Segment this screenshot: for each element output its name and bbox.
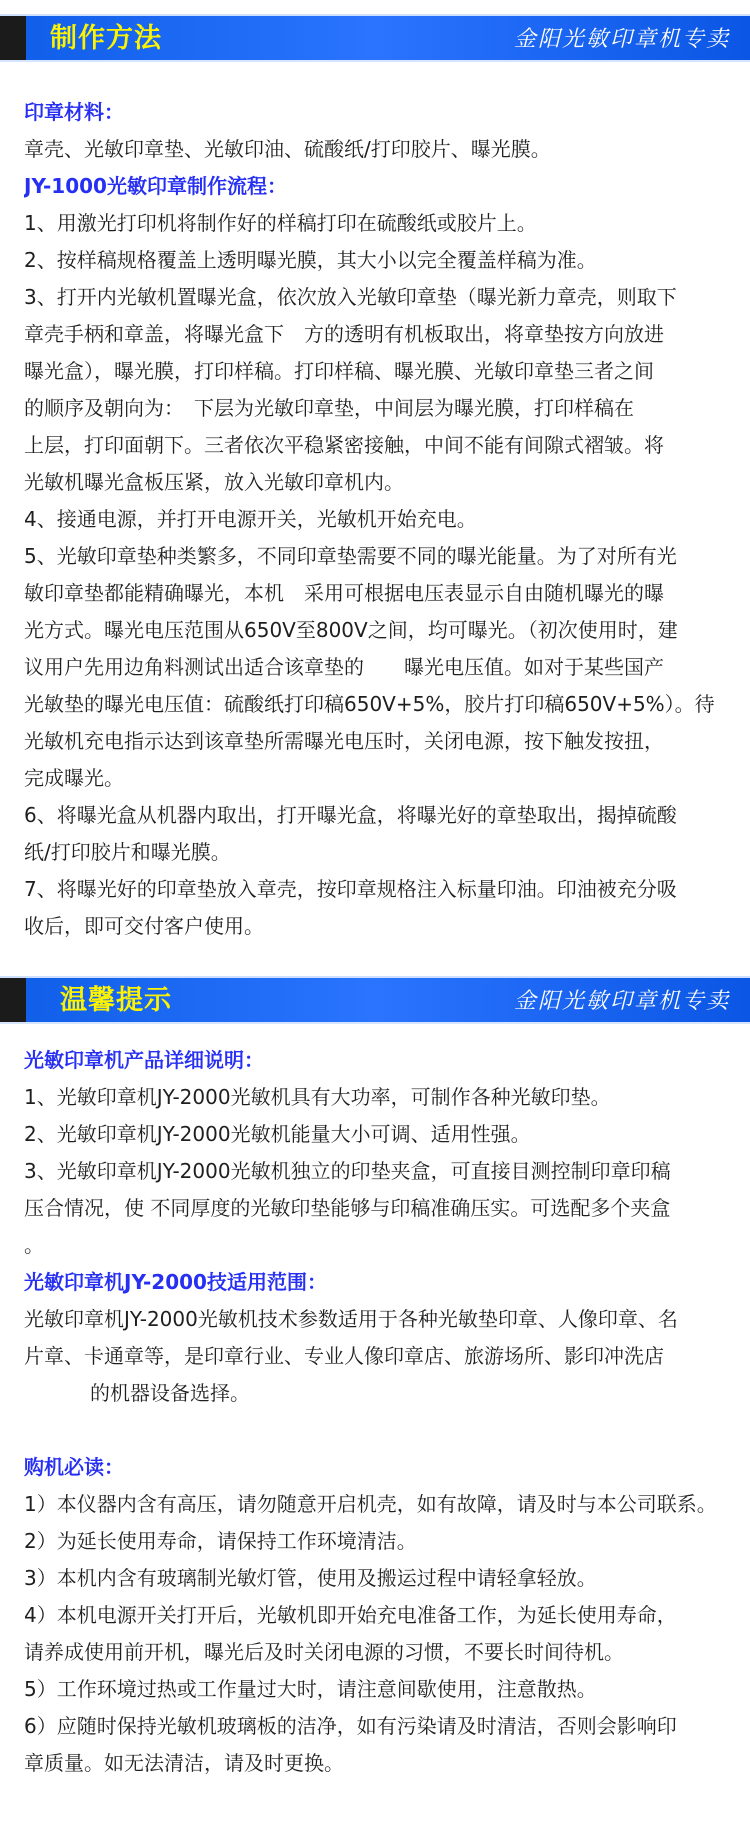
usage-scope-heading: 光敏印章机JY-2000技适用范围： (24, 1270, 327, 1294)
purchase-note: 6）应随时保持光敏机玻璃板的洁净，如有污染请及时清洁，否则会影响印 (24, 1714, 677, 1738)
usage-scope-line: 光敏印章机JY-2000光敏机技术参数适用于各种光敏垫印章、人像印章、名 (24, 1307, 678, 1331)
section-title: 温馨提示 (60, 985, 172, 1016)
product-detail-line: 压合情况，使 不同厚度的光敏印垫能够与印稿准确压实。可选配多个夹盒 (24, 1196, 671, 1220)
process-step: 5、光敏印章垫种类繁多，不同印章垫需要不同的曝光能量。为了对所有光 (24, 544, 677, 568)
process-step: 上层，打印面朝下。三者依次平稳紧密接触，中间不能有间隙式褶皱。将 (24, 433, 664, 457)
shop-slogan: 金阳光敏印章机专卖 (513, 27, 730, 52)
purchase-note: 请养成使用前开机，曝光后及时关闭电源的习惯，不要长时间待机。 (24, 1640, 624, 1664)
process-step: 光敏机曝光盒板压紧，放入光敏印章机内。 (24, 470, 404, 494)
method-content (0, 80, 750, 970)
process-step: 光敏机充电指示达到该章垫所需曝光电压时，关闭电源，按下触发按扭， (24, 729, 664, 753)
tips-content (0, 1042, 750, 1817)
shop-slogan: 金阳光敏印章机专卖 (513, 989, 730, 1014)
process-step: 6、将曝光盒从机器内取出，打开曝光盒，将曝光好的章垫取出，揭掉硫酸 (24, 803, 677, 827)
materials-text: 章壳、光敏印章垫、光敏印油、硫酸纸/打印胶片、曝光膜。 (24, 137, 551, 161)
process-step: 章壳手柄和章盖，将曝光盒下 方的透明有机板取出，将章垫按方向放进 (24, 322, 664, 346)
usage-scope-line: 的机器设备选择。 (90, 1381, 250, 1405)
process-step: 3、打开内光敏机置曝光盒，依次放入光敏印章垫（曝光新力章壳，则取下 (24, 285, 677, 309)
process-step: 光敏垫的曝光电压值：硫酸纸打印稿650V+5%，胶片打印稿650V+5%）。待 (24, 692, 715, 716)
purchase-notes-heading: 购机必读： (24, 1455, 124, 1479)
product-detail-line: 2、光敏印章机JY-2000光敏机能量大小可调、适用性强。 (24, 1122, 531, 1146)
process-step: 收后，即可交付客户使用。 (24, 914, 264, 938)
purchase-note: 5）工作环境过热或工作量过大时，请注意间歇使用，注意散热。 (24, 1677, 597, 1701)
process-step: 1、用激光打印机将制作好的样稿打印在硫酸纸或胶片上。 (24, 211, 537, 235)
header-accent-bar (0, 978, 26, 1022)
process-step: 议用户先用边角料测试出适合该章垫的 曝光电压值。如对于某些国产 (24, 655, 664, 679)
process-step: 纸/打印胶片和曝光膜。 (24, 840, 231, 864)
section-header-method (0, 14, 750, 62)
process-step: 7、将曝光好的印章垫放入章壳，按印章规格注入标量印油。印油被充分吸 (24, 877, 677, 901)
purchase-note: 1）本仪器内含有高压，请勿随意开启机壳，如有故障，请及时与本公司联系。 (24, 1492, 717, 1516)
process-step: 2、按样稿规格覆盖上透明曝光膜，其大小以完全覆盖样稿为准。 (24, 248, 597, 272)
process-heading: JY-1000光敏印章制作流程： (24, 174, 287, 198)
process-step: 光方式。曝光电压范围从650V至800V之间，均可曝光。（初次使用时，建 (24, 618, 678, 642)
purchase-note: 2）为延长使用寿命，请保持工作环境清洁。 (24, 1529, 417, 1553)
purchase-note: 章质量。如无法清洁，请及时更换。 (24, 1751, 344, 1775)
process-step: 敏印章垫都能精确曝光，本机 采用可根据电压表显示自由随机曝光的曝 (24, 581, 664, 605)
product-details-heading: 光敏印章机产品详细说明： (24, 1048, 264, 1072)
usage-scope-line: 片章、卡通章等，是印章行业、专业人像印章店、旅游场所、影印冲洗店 (24, 1344, 664, 1368)
product-detail-line: 1、光敏印章机JY-2000光敏机具有大功率，可制作各种光敏印垫。 (24, 1085, 611, 1109)
section-header-tips (0, 976, 750, 1024)
purchase-note: 3）本机内含有玻璃制光敏灯管，使用及搬运过程中请轻拿轻放。 (24, 1566, 597, 1590)
process-step: 曝光盒），曝光膜，打印样稿。打印样稿、曝光膜、光敏印章垫三者之间 (24, 359, 654, 383)
process-step: 完成曝光。 (24, 766, 124, 790)
section-title: 制作方法 (50, 23, 162, 54)
product-detail-line: 。 (24, 1233, 44, 1257)
process-step: 4、接通电源，并打开电源开关，光敏机开始充电。 (24, 507, 477, 531)
product-detail-line: 3、光敏印章机JY-2000光敏机独立的印垫夹盒，可直接目测控制印章印稿 (24, 1159, 671, 1183)
process-step: 的顺序及朝向为： 下层为光敏印章垫，中间层为曝光膜，打印样稿在 (24, 396, 634, 420)
materials-heading: 印章材料： (24, 100, 124, 124)
purchase-note: 4）本机电源开关打开后，光敏机即开始充电准备工作，为延长使用寿命， (24, 1603, 677, 1627)
header-accent-bar (0, 16, 26, 60)
